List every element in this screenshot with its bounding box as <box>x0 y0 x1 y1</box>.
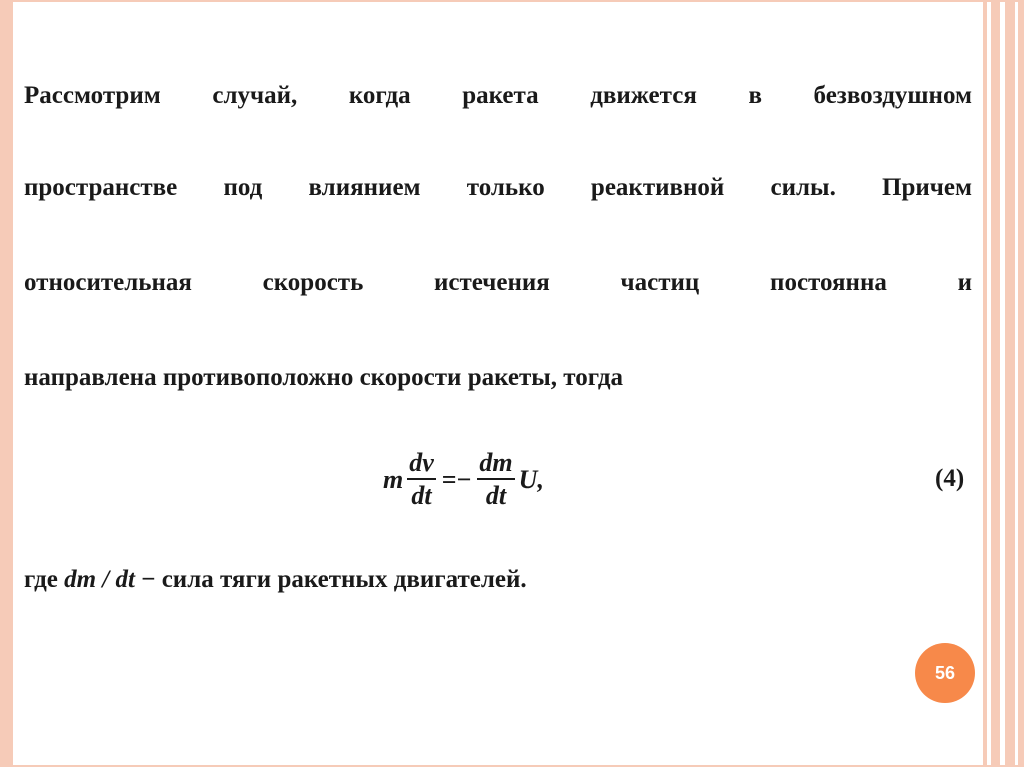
equals-minus-sign: =− <box>441 465 472 494</box>
fraction-denominator: dt <box>485 481 507 510</box>
paragraph-line-1: Рассмотрим случай, когда ракета движется в безвоздушном <box>24 82 972 109</box>
fraction-numerator: dv <box>409 448 434 477</box>
formula-mass: m <box>383 465 404 494</box>
frame-top-border <box>0 0 1024 2</box>
paragraph-line-2: пространстве под влиянием только реактивной силы. Причем <box>24 174 972 201</box>
paragraph-line-3: относительная скорость истечения частиц постоянна и <box>24 269 972 296</box>
fraction-dm-dt <box>477 448 514 512</box>
frame-right-stripe <box>1005 0 1015 767</box>
fraction-dv-dt <box>407 448 436 512</box>
frame-right-stripe <box>991 0 1000 767</box>
where-expression: dm / dt <box>64 566 135 593</box>
paragraph-line-4: направлена противоположно скорости ракеты, тогда <box>24 364 623 391</box>
formula-comma: , <box>537 465 544 494</box>
page-number-badge: 56 <box>915 643 975 703</box>
equation-number: (4) <box>935 465 965 492</box>
equation <box>383 440 544 520</box>
frame-left-border <box>0 0 13 767</box>
where-line <box>24 566 527 594</box>
fraction-numerator: dm <box>479 448 513 477</box>
frame-right-stripe <box>983 0 987 767</box>
where-prefix: где <box>24 566 58 593</box>
formula-velocity-u: U <box>518 465 538 494</box>
fraction-denominator: dt <box>411 481 432 510</box>
where-description: − сила тяги ракетных двигателей. <box>141 566 527 593</box>
frame-right-stripe <box>1018 0 1024 767</box>
